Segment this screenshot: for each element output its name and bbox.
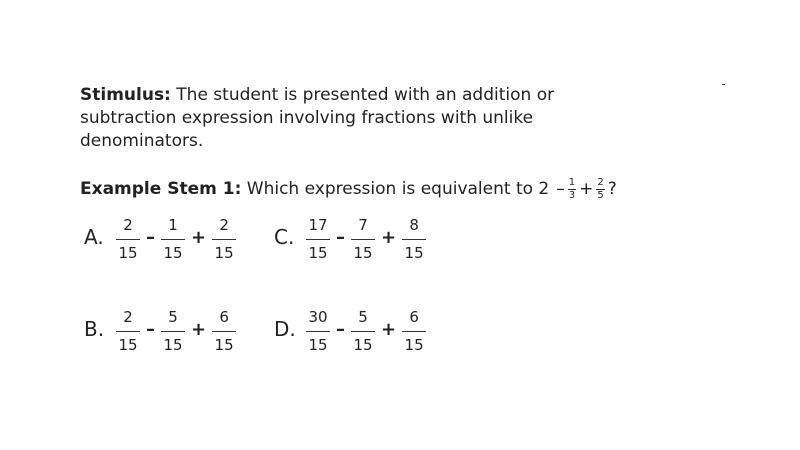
choice-b-fraction-3	[212, 309, 236, 354]
stem-text: Which expression is equivalent to 2	[241, 179, 550, 199]
stem-label: Example Stem 1:	[80, 179, 242, 199]
choice-c-fraction-3-numerator: 8	[402, 217, 426, 240]
choice-c-operator-1: –	[336, 227, 345, 248]
choice-a-fraction-2	[161, 217, 185, 262]
choice-a-fraction-3-numerator: 2	[212, 217, 236, 240]
choice-b-fraction-2-denominator: 15	[163, 336, 183, 354]
choice-d[interactable]	[274, 309, 426, 354]
choice-c-fraction-2	[351, 217, 375, 262]
choice-b-fraction-2	[161, 309, 185, 354]
choice-b-fraction-1	[116, 309, 140, 354]
choice-b-letter: B.	[84, 316, 105, 341]
choice-a-fraction-2-denominator: 15	[163, 244, 183, 262]
choice-d-fraction-1-numerator: 30	[306, 309, 330, 332]
stem-fraction-1-numerator: 1	[568, 176, 576, 188]
choice-a[interactable]	[84, 217, 236, 262]
stem-fraction-2-denominator: 5	[597, 189, 604, 201]
choice-a-fraction-2-numerator: 1	[161, 217, 185, 240]
choice-b-fraction-1-denominator: 15	[118, 336, 138, 354]
choice-a-letter: A.	[84, 224, 104, 249]
choice-c-fraction-1-numerator: 17	[306, 217, 330, 240]
stimulus-label: Stimulus:	[80, 85, 171, 105]
choice-c-fraction-1-denominator: 15	[308, 244, 328, 262]
choice-d-fraction-2-numerator: 5	[351, 309, 375, 332]
choice-c[interactable]	[274, 217, 426, 262]
choice-b-operator-1: –	[146, 319, 155, 340]
choice-a-fraction-1	[116, 217, 140, 262]
choice-c-operator-2: +	[381, 227, 397, 248]
choice-b-fraction-3-numerator: 6	[212, 309, 236, 332]
choice-d-fraction-1	[306, 309, 330, 354]
choice-d-fraction-2-denominator: 15	[353, 336, 373, 354]
choice-a-operator-2: +	[191, 227, 207, 248]
stimulus-paragraph	[80, 84, 640, 153]
choice-c-fraction-2-denominator: 15	[353, 244, 373, 262]
choice-d-fraction-1-denominator: 15	[308, 336, 328, 354]
stray-mark	[722, 84, 725, 85]
example-stem	[80, 177, 619, 201]
choice-c-fraction-2-numerator: 7	[351, 217, 375, 240]
stem-plus: +	[579, 179, 594, 199]
choice-d-fraction-2	[351, 309, 375, 354]
stem-fraction-2-numerator: 2	[597, 176, 604, 188]
choice-b-fraction-1-numerator: 2	[116, 309, 140, 332]
choice-d-operator-1: –	[336, 319, 345, 340]
choice-c-fraction-3	[402, 217, 426, 262]
stem-fraction-2	[596, 178, 604, 201]
choice-b[interactable]	[84, 309, 236, 354]
choice-b-fraction-3-denominator: 15	[214, 336, 234, 354]
choice-c-fraction-1	[306, 217, 330, 262]
choice-c-fraction-3-denominator: 15	[404, 244, 424, 262]
choice-d-fraction-3-denominator: 15	[404, 336, 424, 354]
choice-b-operator-2: +	[191, 319, 207, 340]
choice-d-fraction-3	[402, 309, 426, 354]
choice-c-letter: C.	[274, 224, 295, 249]
choice-a-fraction-1-numerator: 2	[116, 217, 140, 240]
choice-a-fraction-3	[212, 217, 236, 262]
stem-fraction-1	[568, 178, 576, 201]
stem-fraction-1-denominator: 3	[568, 189, 576, 201]
choice-d-fraction-3-numerator: 6	[402, 309, 426, 332]
choice-a-operator-1: –	[146, 227, 155, 248]
choice-a-fraction-1-denominator: 15	[118, 244, 138, 262]
stimulus-text: The student is presented with an addition or subtraction expression involving fractions with unlike denominators.	[80, 85, 555, 151]
choice-b-fraction-2-numerator: 5	[161, 309, 185, 332]
choice-a-fraction-3-denominator: 15	[214, 244, 234, 262]
choice-d-operator-2: +	[381, 319, 397, 340]
stem-minus: –	[556, 179, 565, 199]
choice-d-letter: D.	[274, 316, 296, 341]
stem-question-mark: ?	[607, 179, 617, 199]
